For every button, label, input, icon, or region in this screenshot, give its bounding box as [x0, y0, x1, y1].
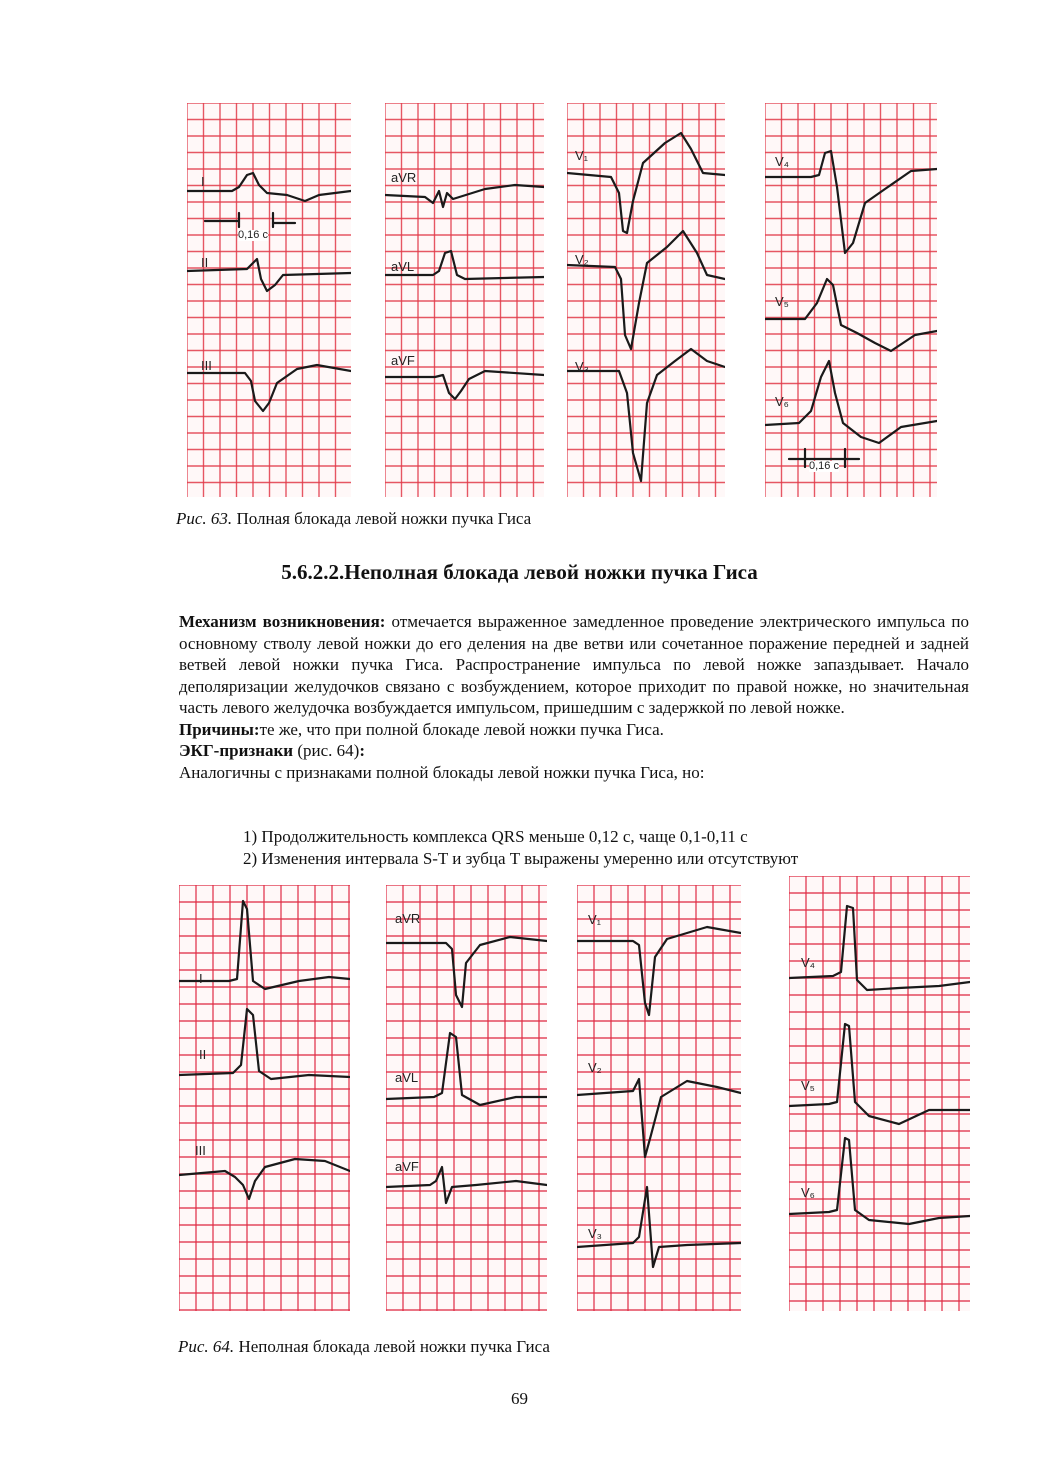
fig63-caption-prefix: Рис. 63.	[176, 509, 233, 528]
lead-label-aVR: aVR	[395, 911, 421, 926]
lead-label-I: I	[201, 174, 205, 189]
fig63-panel-augmented	[385, 103, 544, 497]
ecg-paragraph	[179, 740, 969, 762]
lead-label-aVL: aVL	[395, 1070, 419, 1085]
section-body	[179, 611, 969, 783]
lead-label-V4: V₄	[775, 154, 789, 169]
lead-label-aVF: aVF	[395, 1159, 419, 1174]
causes-paragraph	[179, 719, 969, 741]
causes-text: те же, что при полной блокаде левой ножки пучка Гиса.	[259, 719, 664, 739]
fig64-grid-v4v6	[789, 876, 970, 1311]
fig63-caption	[176, 509, 531, 529]
fig64-panel-limb	[179, 885, 350, 1311]
fig64-caption	[178, 1337, 550, 1357]
lead-label-III: III	[201, 358, 212, 373]
lead-label-aVR: aVR	[391, 170, 417, 185]
fig64-grid-limb	[179, 885, 350, 1311]
lead-label-V5: V₅	[775, 294, 789, 309]
lead-label-V2: V₂	[588, 1060, 602, 1075]
section-heading: 5.6.2.2.Неполная блокада левой ножки пучка Гиса	[281, 560, 758, 584]
fig63-grid-v1v3	[567, 103, 725, 497]
lead-label-I: I	[199, 971, 203, 986]
fig64-caption-prefix: Рис. 64.	[178, 1337, 235, 1356]
lead-label-V1: V₁	[575, 148, 589, 163]
fig63-grid-augmented	[385, 103, 544, 497]
criteria-list	[243, 826, 798, 869]
lead-label-V1: V₁	[588, 912, 602, 927]
analog-paragraph: Аналогичны с признаками полной блокады левой ножки пучка Гиса, но:	[179, 762, 705, 782]
fig63-panel-limb	[187, 103, 351, 497]
lead-label-aVF: aVF	[391, 353, 415, 368]
lead-label-II: II	[201, 255, 209, 270]
measure-label-left: 0,16 с	[238, 229, 268, 241]
lead-label-V2: V₂	[575, 252, 589, 267]
lead-label-V6: V₆	[775, 394, 789, 409]
fig63-grid-limb	[187, 103, 351, 497]
lead-label-V4: V₄	[801, 955, 815, 970]
lead-label-II: II	[199, 1047, 207, 1062]
page-number: 69	[511, 1389, 528, 1408]
measure-label-right: 0,16 с	[809, 460, 839, 472]
lead-label-V5: V₅	[801, 1078, 815, 1093]
fig64-grid-v1v3	[577, 885, 741, 1311]
lead-label-V3: V₃	[588, 1226, 602, 1241]
fig64-panel-v4v6	[789, 876, 970, 1311]
fig64-panel-v1v3	[577, 885, 741, 1311]
fig64-panel-augmented	[386, 885, 547, 1311]
mechanism-text: отмечается выраженное замедленное проведение электрического импульса по основному стволу левой ножки до его деления на две ветви или сочетанное поражение передней и задней ветвей левой ножки пучка Гиса. Распространение импульса по левой ножке запаздывает. Начало деполяризации желудочков связано с возбуждением, которое приходит по правой ножке, но значительная часть левого желудочка возбуждается импульсом, пришедшим с задержкой по левой ножке.	[179, 612, 969, 717]
ecg-ref: (рис. 64)	[293, 741, 360, 760]
ecg-label: ЭКГ-признаки	[179, 741, 294, 760]
fig63-grid-v4v6	[765, 103, 937, 497]
criteria-item: 1) Продолжительность комплекса QRS меньше 0,12 с, чаще 0,1-0,11 с	[243, 827, 748, 846]
lead-label-III: III	[195, 1143, 206, 1158]
fig64-grid-augmented	[386, 885, 547, 1311]
fig63-caption-text: Полная блокада левой ножки пучка Гиса	[236, 509, 532, 528]
fig63-panel-v4v6	[765, 103, 937, 497]
causes-label: Причины:	[179, 719, 260, 739]
fig63-panel-v1v3	[567, 103, 725, 497]
criteria-item: 2) Изменения интервала S-T и зубца T выражены умеренно или отсутствуют	[243, 848, 799, 868]
fig64-caption-text: Неполная блокада левой ножки пучка Гиса	[238, 1337, 550, 1356]
lead-label-V3: V₃	[575, 359, 589, 374]
lead-label-aVL: aVL	[391, 259, 415, 274]
ecg-colon: :	[359, 741, 365, 760]
mechanism-label: Механизм возникновения:	[179, 612, 386, 631]
lead-label-V6: V₆	[801, 1185, 815, 1200]
mechanism-paragraph	[179, 611, 969, 719]
